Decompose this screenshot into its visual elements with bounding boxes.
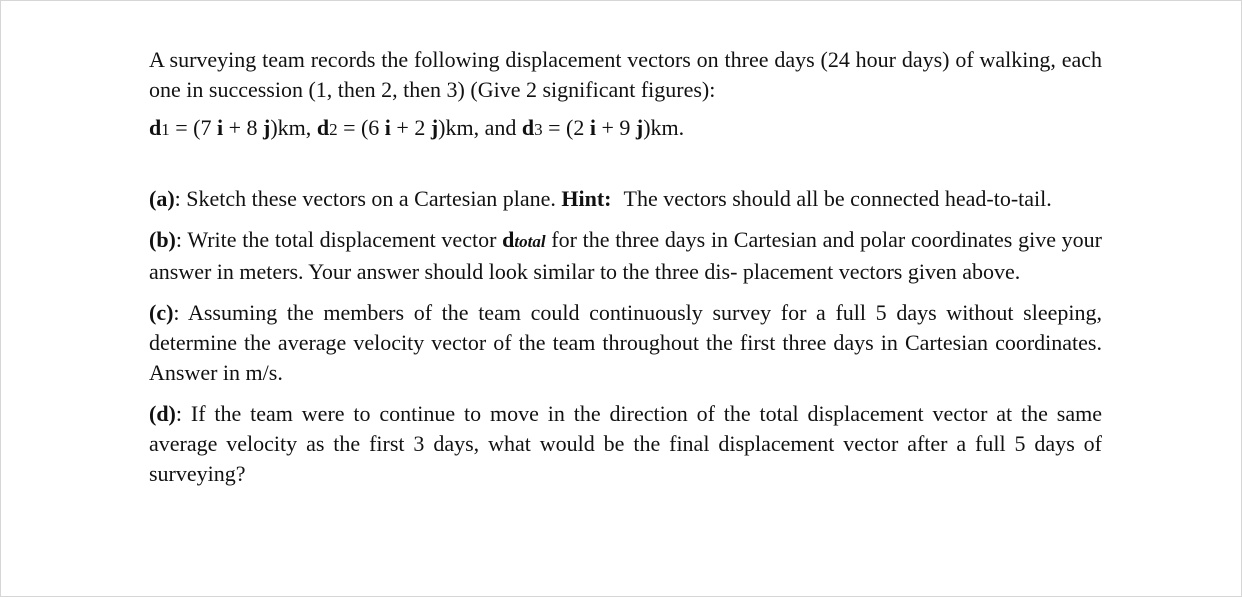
part-d-label: (d) [149, 401, 176, 426]
part-a-paragraph [149, 184, 1102, 214]
d2-subscript: 2 [329, 120, 338, 139]
part-b-text-a: Write the total displacement vector [187, 227, 503, 252]
vectors-line [149, 113, 1102, 145]
d1-j: j [263, 115, 271, 140]
part-d-colon: : [175, 401, 191, 426]
dtotal-label: d [502, 227, 515, 252]
d2-expr-c: )km, and [438, 115, 522, 140]
dtotal-subscript: total [514, 232, 546, 251]
problem-text [149, 45, 1102, 489]
part-c-colon: : [173, 300, 188, 325]
d2-i: i [384, 115, 391, 140]
part-b-colon: : [175, 227, 188, 252]
d3-subscript: 3 [534, 120, 543, 139]
part-b-paragraph [149, 225, 1102, 287]
d1-label: d [149, 115, 162, 140]
d3-label: d [521, 115, 535, 140]
d3-expr-a: = (2 [542, 115, 590, 140]
part-a-hint-text: The vectors should all be connected head-to-tail. [623, 186, 1052, 211]
part-d-paragraph [149, 399, 1102, 489]
intro-text: A surveying team records the following displacement vectors on three days (24 hour days) of walking, each one in succession (1, then 2, then 3) (Give 2 significant figures): [149, 47, 1102, 102]
d3-i: i [589, 115, 596, 140]
part-a-colon: : [174, 186, 187, 211]
d1-subscript: 1 [161, 120, 170, 139]
part-b-label: (b) [149, 227, 176, 252]
part-c-paragraph [149, 298, 1102, 388]
part-c-text: Assuming the members of the team could continuously survey for a full 5 days without sleeping, determine the average velocity vector of the team throughout the first three days in Cartesian coordinates. Answer in m/s. [149, 300, 1102, 385]
d2-j: j [430, 115, 439, 140]
d3-expr-b: + 9 [595, 115, 636, 140]
d1-expr-c: )km, [270, 115, 317, 140]
part-a-text: Sketch these vectors on a Cartesian plane. [186, 186, 562, 211]
d2-expr-b: + 2 [390, 115, 431, 140]
part-c-label: (c) [149, 300, 174, 325]
d3-j: j [635, 115, 644, 140]
d1-expr-b: + 8 [223, 115, 264, 140]
part-a-label: (a) [149, 186, 175, 211]
d1-expr-a: = (7 [169, 115, 217, 140]
d2-expr-a: = (6 [337, 115, 385, 140]
part-a-hint-label: Hint: [561, 186, 612, 211]
part-d-text: If the team were to continue to move in the direction of the total displacement vector at the same average velocity as the first 3 days, what would be the final displacement vector after a full 5 days of surveying? [149, 401, 1102, 486]
part-b-text-b: for the three days in Cartesian and polar coordinates give your answer in meters. Your answer should look similar to the three dis- placement vectors given above. [149, 227, 1103, 284]
d3-expr-c: )km. [643, 115, 685, 140]
d1-i: i [216, 115, 224, 140]
d2-label: d [316, 115, 330, 140]
intro-paragraph [149, 45, 1102, 105]
